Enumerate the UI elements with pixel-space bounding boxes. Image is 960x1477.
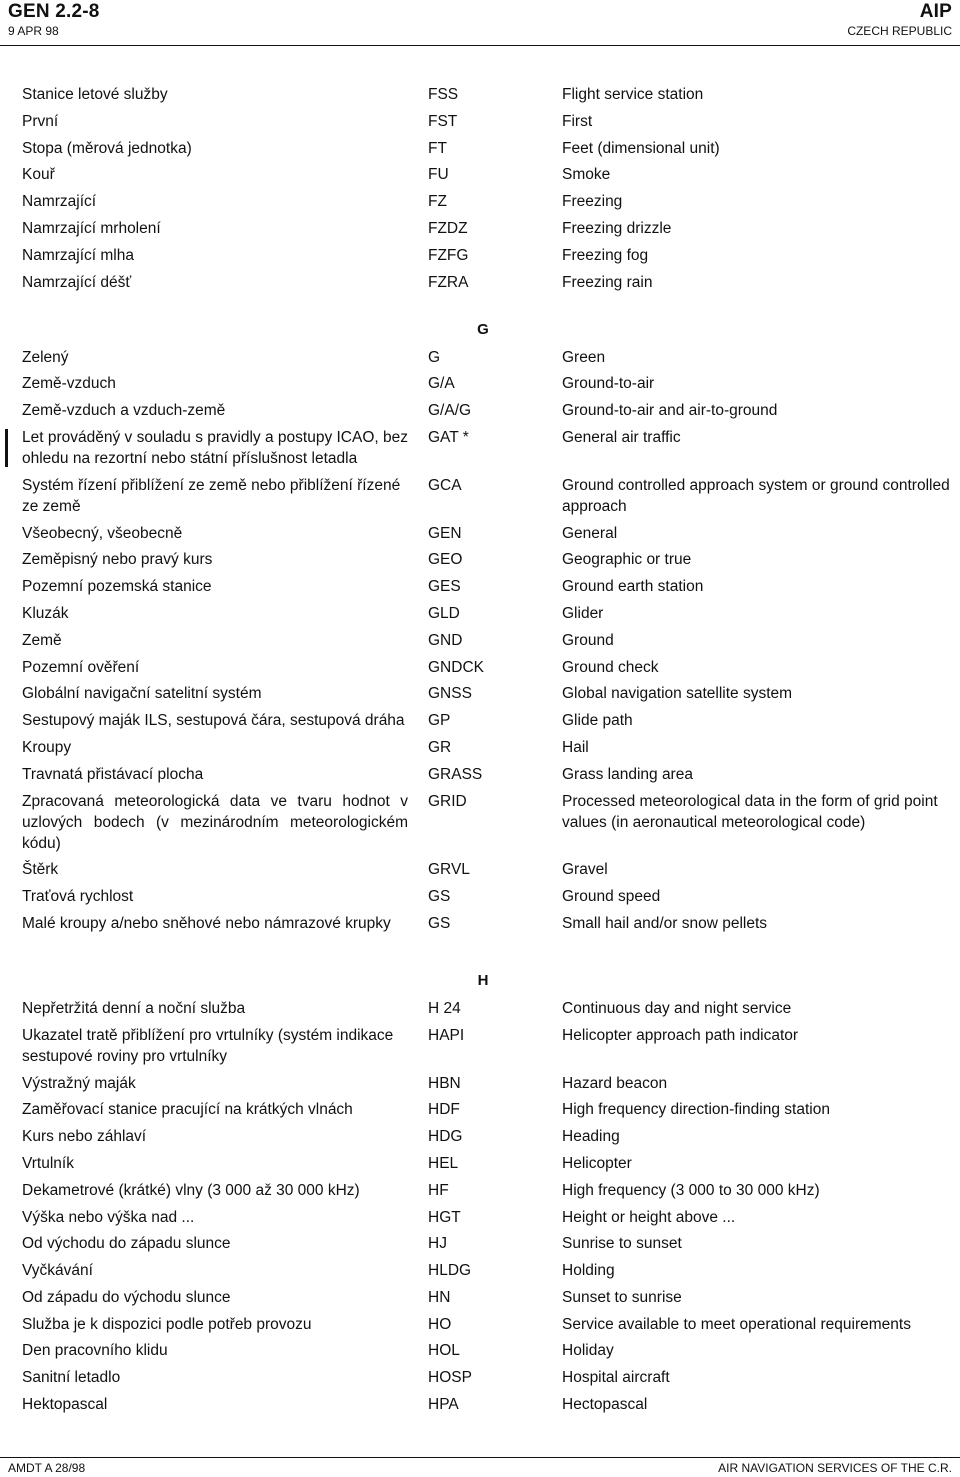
- abbreviation-row: [0, 859, 960, 880]
- english-term: Freezing fog: [562, 246, 649, 264]
- header-right: [847, 1, 952, 39]
- czech-term: Kroupy: [22, 738, 72, 756]
- czech-term: Pozemní pozemská stanice: [22, 578, 212, 596]
- abbreviation-row: [0, 1340, 960, 1361]
- english-term: Global navigation satellite system: [562, 685, 793, 703]
- abbreviation-row: [0, 111, 960, 132]
- abbreviation-row: [0, 683, 960, 704]
- section-g: [0, 321, 960, 934]
- english-term: Helicopter approach path indicator: [562, 1026, 799, 1044]
- abbreviation-row: [0, 523, 960, 544]
- czech-term: Všeobecný, všeobecně: [22, 524, 183, 542]
- abbreviation-row: [0, 1314, 960, 1335]
- english-term: Sunset to sunrise: [562, 1288, 682, 1306]
- abbreviation-code: HBN: [428, 1074, 461, 1092]
- czech-term: Stopa (měrová jednotka): [22, 139, 192, 157]
- abbreviation-row: [0, 710, 960, 731]
- english-term: Smoke: [562, 166, 611, 184]
- czech-term: Sestupový maják ILS, sestupová čára, sestupová dráha: [22, 712, 405, 730]
- abbreviation-code: FT: [428, 139, 447, 157]
- country-name: CZECH REPUBLIC: [847, 24, 952, 38]
- abbreviation-row: [0, 1180, 960, 1201]
- czech-term: Štěrk: [22, 861, 59, 879]
- abbreviation-row: [0, 1207, 960, 1228]
- publication-date: 9 APR 98: [8, 24, 59, 38]
- abbreviation-code: FSS: [428, 86, 459, 103]
- czech-term: Pozemní ověření: [22, 658, 140, 676]
- english-term: Feet (dimensional unit): [562, 139, 720, 157]
- czech-term: Od východu do západu slunce: [22, 1235, 231, 1253]
- section-h: [0, 972, 960, 1415]
- abbreviation-code: HOSP: [428, 1369, 472, 1387]
- english-term: Flight service station: [562, 86, 704, 103]
- abbreviation-code: HEL: [428, 1154, 459, 1172]
- abbreviation-list: [0, 84, 960, 1453]
- abbreviation-row: [0, 1153, 960, 1174]
- section-continued: [0, 84, 960, 293]
- abbreviation-code: HJ: [428, 1235, 447, 1253]
- amendment-change-bar: [5, 429, 8, 467]
- english-term: Glider: [562, 604, 604, 622]
- abbreviation-code: HOL: [428, 1342, 460, 1360]
- czech-term: Kouř: [22, 166, 55, 184]
- abbreviation-code: HGT: [428, 1208, 461, 1226]
- english-term: Hazard beacon: [562, 1074, 668, 1092]
- english-term: Ground-to-air and air-to-ground: [562, 402, 778, 420]
- abbreviation-code: HN: [428, 1288, 451, 1306]
- abbreviation-row: [0, 576, 960, 597]
- abbreviation-row: [0, 1073, 960, 1094]
- czech-term: Zaměřovací stanice pracující na krátkých vlnách: [22, 1101, 353, 1119]
- abbreviation-code: GND: [428, 631, 463, 649]
- abbreviation-code: GRASS: [428, 765, 483, 783]
- english-term: Hospital aircraft: [562, 1369, 670, 1387]
- abbreviation-row: [0, 1260, 960, 1281]
- abbreviation-code: FZDZ: [428, 219, 468, 237]
- abbreviation-row: [0, 1099, 960, 1120]
- english-term: Small hail and/or snow pellets: [562, 914, 768, 932]
- english-term: Gravel: [562, 861, 608, 879]
- abbreviation-code: HF: [428, 1181, 449, 1199]
- english-term: Green: [562, 348, 606, 366]
- english-term: Hectopascal: [562, 1396, 648, 1414]
- abbreviation-code: G/A/G: [428, 402, 472, 420]
- english-term: Height or height above ...: [562, 1208, 736, 1226]
- section-letter-heading: H: [477, 971, 489, 989]
- english-term: High frequency (3 000 to 30 000 kHz): [562, 1181, 820, 1199]
- abbreviation-row: [0, 1287, 960, 1308]
- english-term: First: [562, 112, 593, 130]
- page-number: GEN 2.2-8: [8, 1, 100, 22]
- abbreviation-row: [0, 886, 960, 907]
- abbreviation-row: [0, 1025, 960, 1067]
- abbreviation-row: [0, 164, 960, 185]
- abbreviation-code: GRID: [428, 792, 467, 810]
- english-term: Continuous day and night service: [562, 999, 792, 1017]
- czech-term: Zeměpisný nebo pravý kurs: [22, 551, 213, 569]
- abbreviation-code: GAT *: [428, 428, 469, 446]
- czech-term: Nepřetržitá denní a noční služba: [22, 999, 246, 1017]
- footer-divider: [0, 1457, 960, 1458]
- abbreviation-row: [0, 630, 960, 651]
- abbreviation-row: [0, 427, 960, 469]
- abbreviation-row: [0, 1367, 960, 1388]
- abbreviation-code: GLD: [428, 604, 460, 622]
- abbreviation-row: [0, 84, 960, 105]
- abbreviation-code: HO: [428, 1315, 452, 1333]
- czech-term: Dekametrové (krátké) vlny (3 000 až 30 000 kHz): [22, 1181, 360, 1199]
- abbreviation-code: FU: [428, 166, 449, 184]
- czech-term: První: [22, 112, 59, 130]
- english-term: Grass landing area: [562, 765, 693, 783]
- czech-term: Zelený: [22, 348, 69, 366]
- english-term: Sunrise to sunset: [562, 1235, 682, 1253]
- czech-term: Země: [22, 631, 62, 649]
- english-term: Heading: [562, 1128, 620, 1146]
- abbreviation-code: GEN: [428, 524, 462, 542]
- abbreviation-code: FST: [428, 112, 458, 130]
- abbreviation-row: [0, 272, 960, 293]
- czech-term: Výstražný maják: [22, 1074, 136, 1092]
- czech-term: Od západu do východu slunce: [22, 1288, 231, 1306]
- abbreviation-code: GCA: [428, 476, 462, 494]
- abbreviation-row: [0, 400, 960, 421]
- czech-term: Namrzající mlha: [22, 246, 134, 264]
- english-term: Freezing drizzle: [562, 219, 672, 237]
- czech-term: Zpracovaná meteorologická data ve tvaru hodnot v uzlových bodech (v mezinárodním meteorologickém kódu): [22, 792, 408, 852]
- abbreviation-row: [0, 1394, 960, 1415]
- czech-term: Výška nebo výška nad ...: [22, 1208, 195, 1226]
- section-letter-heading: G: [477, 320, 489, 338]
- abbreviation-code: GEO: [428, 551, 463, 569]
- publisher-name: AIR NAVIGATION SERVICES OF THE C.R.: [718, 1461, 952, 1475]
- czech-term: Stanice letové služby: [22, 86, 168, 103]
- czech-term: Vyčkávání: [22, 1262, 93, 1280]
- czech-term: Země-vzduch a vzduch-země: [22, 402, 226, 420]
- abbreviation-code: GES: [428, 578, 461, 596]
- english-term: Glide path: [562, 712, 633, 730]
- abbreviation-row: [0, 737, 960, 758]
- english-term: Ground check: [562, 658, 659, 676]
- czech-term: Traťová rychlost: [22, 888, 134, 906]
- abbreviation-row: [0, 138, 960, 159]
- czech-term: Globální navigační satelitní systém: [22, 685, 262, 703]
- abbreviation-code: FZFG: [428, 246, 469, 264]
- abbreviation-code: FZ: [428, 193, 447, 211]
- czech-term: Let prováděný v souladu s pravidly a postupy ICAO, bez ohledu na rezortní nebo státní příslušnost letadla: [22, 428, 408, 467]
- english-term: Holiday: [562, 1342, 614, 1360]
- english-term: General air traffic: [562, 428, 681, 446]
- abbreviation-row: [0, 475, 960, 517]
- czech-term: Namrzající: [22, 193, 97, 211]
- english-term: Ground speed: [562, 888, 661, 906]
- abbreviation-code: H 24: [428, 999, 461, 1017]
- english-term: Holding: [562, 1262, 615, 1280]
- czech-term: Kurs nebo záhlaví: [22, 1128, 147, 1146]
- abbreviation-code: GS: [428, 914, 451, 932]
- abbreviation-row: [0, 603, 960, 624]
- abbreviation-row: [0, 218, 960, 239]
- abbreviation-code: GRVL: [428, 861, 470, 879]
- page-header: [0, 0, 960, 46]
- abbreviation-row: [0, 373, 960, 394]
- abbreviation-row: [0, 657, 960, 678]
- english-term: Ground: [562, 631, 614, 649]
- abbreviation-code: GR: [428, 738, 452, 756]
- abbreviation-row: [0, 1233, 960, 1254]
- abbreviation-row: [0, 913, 960, 934]
- czech-term: Služba je k dispozici podle potřeb provozu: [22, 1315, 312, 1333]
- abbreviation-code: GNSS: [428, 685, 472, 703]
- czech-term: Země-vzduch: [22, 375, 116, 393]
- abbreviation-row: [0, 764, 960, 785]
- abbreviation-row: [0, 1126, 960, 1147]
- abbreviation-code: HLDG: [428, 1262, 472, 1280]
- abbreviation-code: HAPI: [428, 1026, 465, 1044]
- czech-term: Kluzák: [22, 604, 69, 622]
- publication-code: AIP: [919, 1, 952, 22]
- abbreviation-row: [0, 245, 960, 266]
- english-term: General: [562, 524, 618, 542]
- czech-term: Malé kroupy a/nebo sněhové nebo námrazové krupky: [22, 914, 391, 932]
- abbreviation-code: HDG: [428, 1128, 463, 1146]
- english-term: Ground-to-air: [562, 375, 655, 393]
- czech-term: Systém řízení přiblížení ze země nebo přiblížení řízené ze země: [22, 476, 401, 515]
- abbreviation-row: [0, 549, 960, 570]
- czech-term: Hektopascal: [22, 1396, 108, 1414]
- english-term: Freezing rain: [562, 273, 653, 291]
- czech-term: Den pracovního klidu: [22, 1342, 168, 1360]
- english-term: Ground controlled approach system or ground controlled approach: [562, 476, 950, 515]
- header-divider: [0, 45, 960, 46]
- english-term: Helicopter: [562, 1154, 632, 1172]
- english-term: Geographic or true: [562, 551, 692, 569]
- abbreviation-row: [0, 791, 960, 854]
- english-term: Processed meteorological data in the form of grid point values (in aeronautical meteorological code): [562, 792, 938, 831]
- abbreviation-row: [0, 347, 960, 368]
- header-left: [8, 1, 100, 39]
- abbreviation-code: FZRA: [428, 273, 469, 291]
- english-term: Service available to meet operational requirements: [562, 1315, 911, 1333]
- abbreviation-code: GP: [428, 712, 451, 730]
- abbreviation-code: GNDCK: [428, 658, 484, 676]
- abbreviation-code: HPA: [428, 1396, 459, 1414]
- czech-term: Ukazatel tratě přiblížení pro vrtulníky (systém indikace sestupové roviny pro vrtulníky: [22, 1026, 394, 1065]
- czech-term: Sanitní letadlo: [22, 1369, 121, 1387]
- abbreviation-row: [0, 191, 960, 212]
- abbreviation-row: [0, 998, 960, 1019]
- english-term: Ground earth station: [562, 578, 704, 596]
- czech-term: Vrtulník: [22, 1154, 74, 1172]
- abbreviation-code: GS: [428, 888, 451, 906]
- english-term: High frequency direction-finding station: [562, 1101, 830, 1119]
- czech-term: Namrzající déšť: [22, 273, 132, 291]
- english-term: Hail: [562, 738, 589, 756]
- abbreviation-code: G: [428, 348, 441, 366]
- czech-term: Travnatá přistávací plocha: [22, 765, 204, 783]
- english-term: Freezing: [562, 193, 623, 211]
- abbreviation-code: G/A: [428, 375, 455, 393]
- czech-term: Namrzající mrholení: [22, 219, 161, 237]
- amendment-number: AMDT A 28/98: [8, 1461, 86, 1475]
- abbreviation-code: HDF: [428, 1101, 460, 1119]
